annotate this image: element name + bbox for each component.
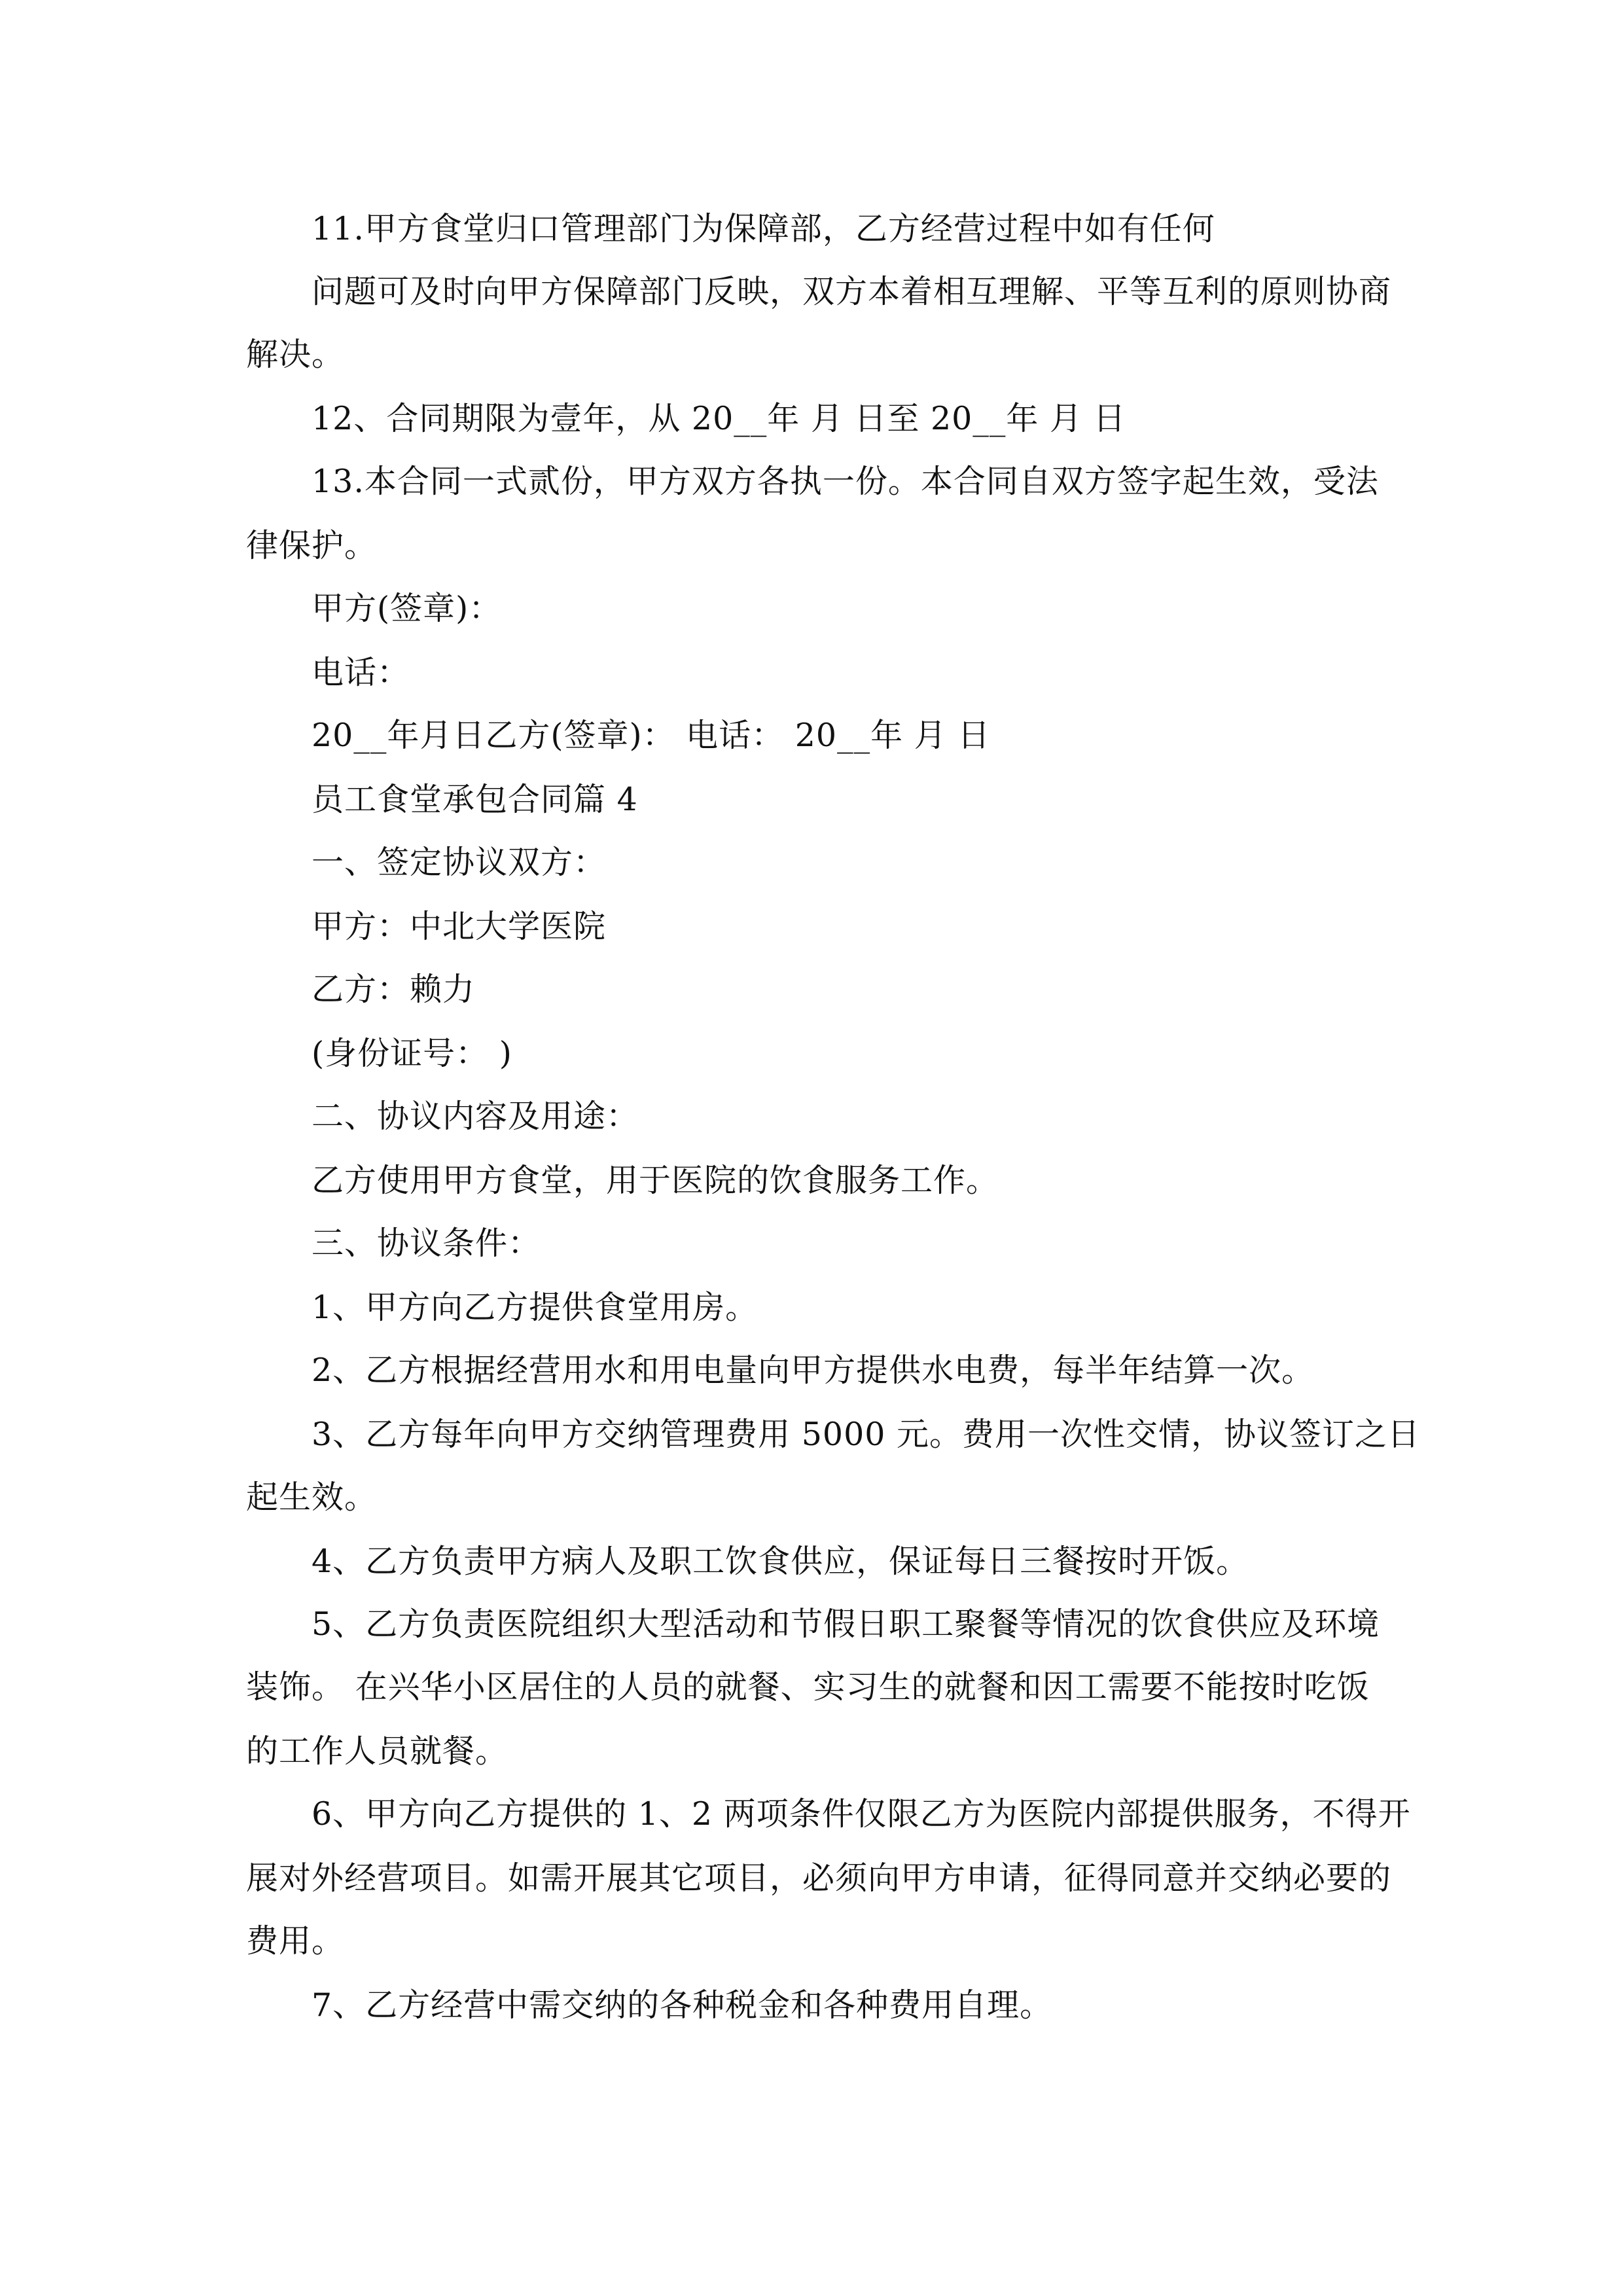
- condition-3-line-2: 起生效。: [246, 1479, 378, 1516]
- section-1-heading: 一、签定协议双方：: [312, 844, 607, 881]
- condition-6-line-3: 费用。: [246, 1922, 345, 1960]
- section-2-content: 乙方使用甲方食堂，用于医院的饮食服务工作。: [312, 1162, 999, 1199]
- condition-6-line-1: 6、甲方向乙方提供的 1、2 两项条件仅限乙方为医院内部提供服务，不得开: [312, 1795, 1411, 1833]
- condition-2: 2、乙方根据经营用水和用电量向甲方提供水电费，每半年结算一次。: [312, 1352, 1315, 1389]
- id-number-line: (身份证号： ): [312, 1035, 512, 1072]
- date-party-b-signature-line: 20__年月日乙方(签章)： 电话： 20__年 月 日: [312, 717, 991, 754]
- condition-5-line-1: 5、乙方负责医院组织大型活动和节假日职工聚餐等情况的饮食供应及环境: [312, 1605, 1380, 1643]
- party-a-signature-label: 甲方(签章)：: [312, 590, 502, 627]
- paragraph-11-line-1: 11.甲方食堂归口管理部门为保障部，乙方经营过程中如有任何: [312, 210, 1215, 247]
- section-3-heading: 三、协议条件：: [312, 1225, 541, 1262]
- party-a-name: 甲方：中北大学医院: [312, 908, 607, 945]
- condition-4: 4、乙方负责甲方病人及职工饮食供应，保证每日三餐按时开饭。: [312, 1543, 1249, 1580]
- paragraph-11-line-3: 解决。: [246, 336, 345, 373]
- paragraph-11-line-2: 问题可及时向甲方保障部门反映，双方本着相互理解、平等互利的原则协商: [312, 273, 1392, 310]
- paragraph-12: 12、合同期限为壹年，从 20__年 月 日至 20__年 月 日: [312, 400, 1126, 437]
- paragraph-13-line-1: 13.本合同一式贰份，甲方双方各执一份。本合同自双方签字起生效，受法: [312, 463, 1379, 500]
- condition-3-line-1: 3、乙方每年向甲方交纳管理费用 5000 元。费用一次性交情，协议签订之日: [312, 1416, 1421, 1453]
- condition-7: 7、乙方经营中需交纳的各种税金和各种费用自理。: [312, 1986, 1053, 2024]
- paragraph-13-line-2: 律保护。: [246, 527, 378, 564]
- condition-5-line-2: 装饰。 在兴华小区居住的人员的就餐、实习生的就餐和因工需要不能按时吃饭: [246, 1668, 1370, 1706]
- section-2-heading: 二、协议内容及用途：: [312, 1098, 639, 1135]
- condition-1: 1、甲方向乙方提供食堂用房。: [312, 1289, 758, 1326]
- party-b-name: 乙方：赖力: [312, 971, 476, 1008]
- condition-6-line-2: 展对外经营项目。如需开展其它项目，必须向甲方申请，征得同意并交纳必要的: [246, 1859, 1392, 1897]
- section-heading-contract-4: 员工食堂承包合同篇 4: [312, 781, 638, 818]
- condition-5-line-3: 的工作人员就餐。: [246, 1732, 508, 1770]
- party-a-phone-label: 电话：: [312, 654, 410, 691]
